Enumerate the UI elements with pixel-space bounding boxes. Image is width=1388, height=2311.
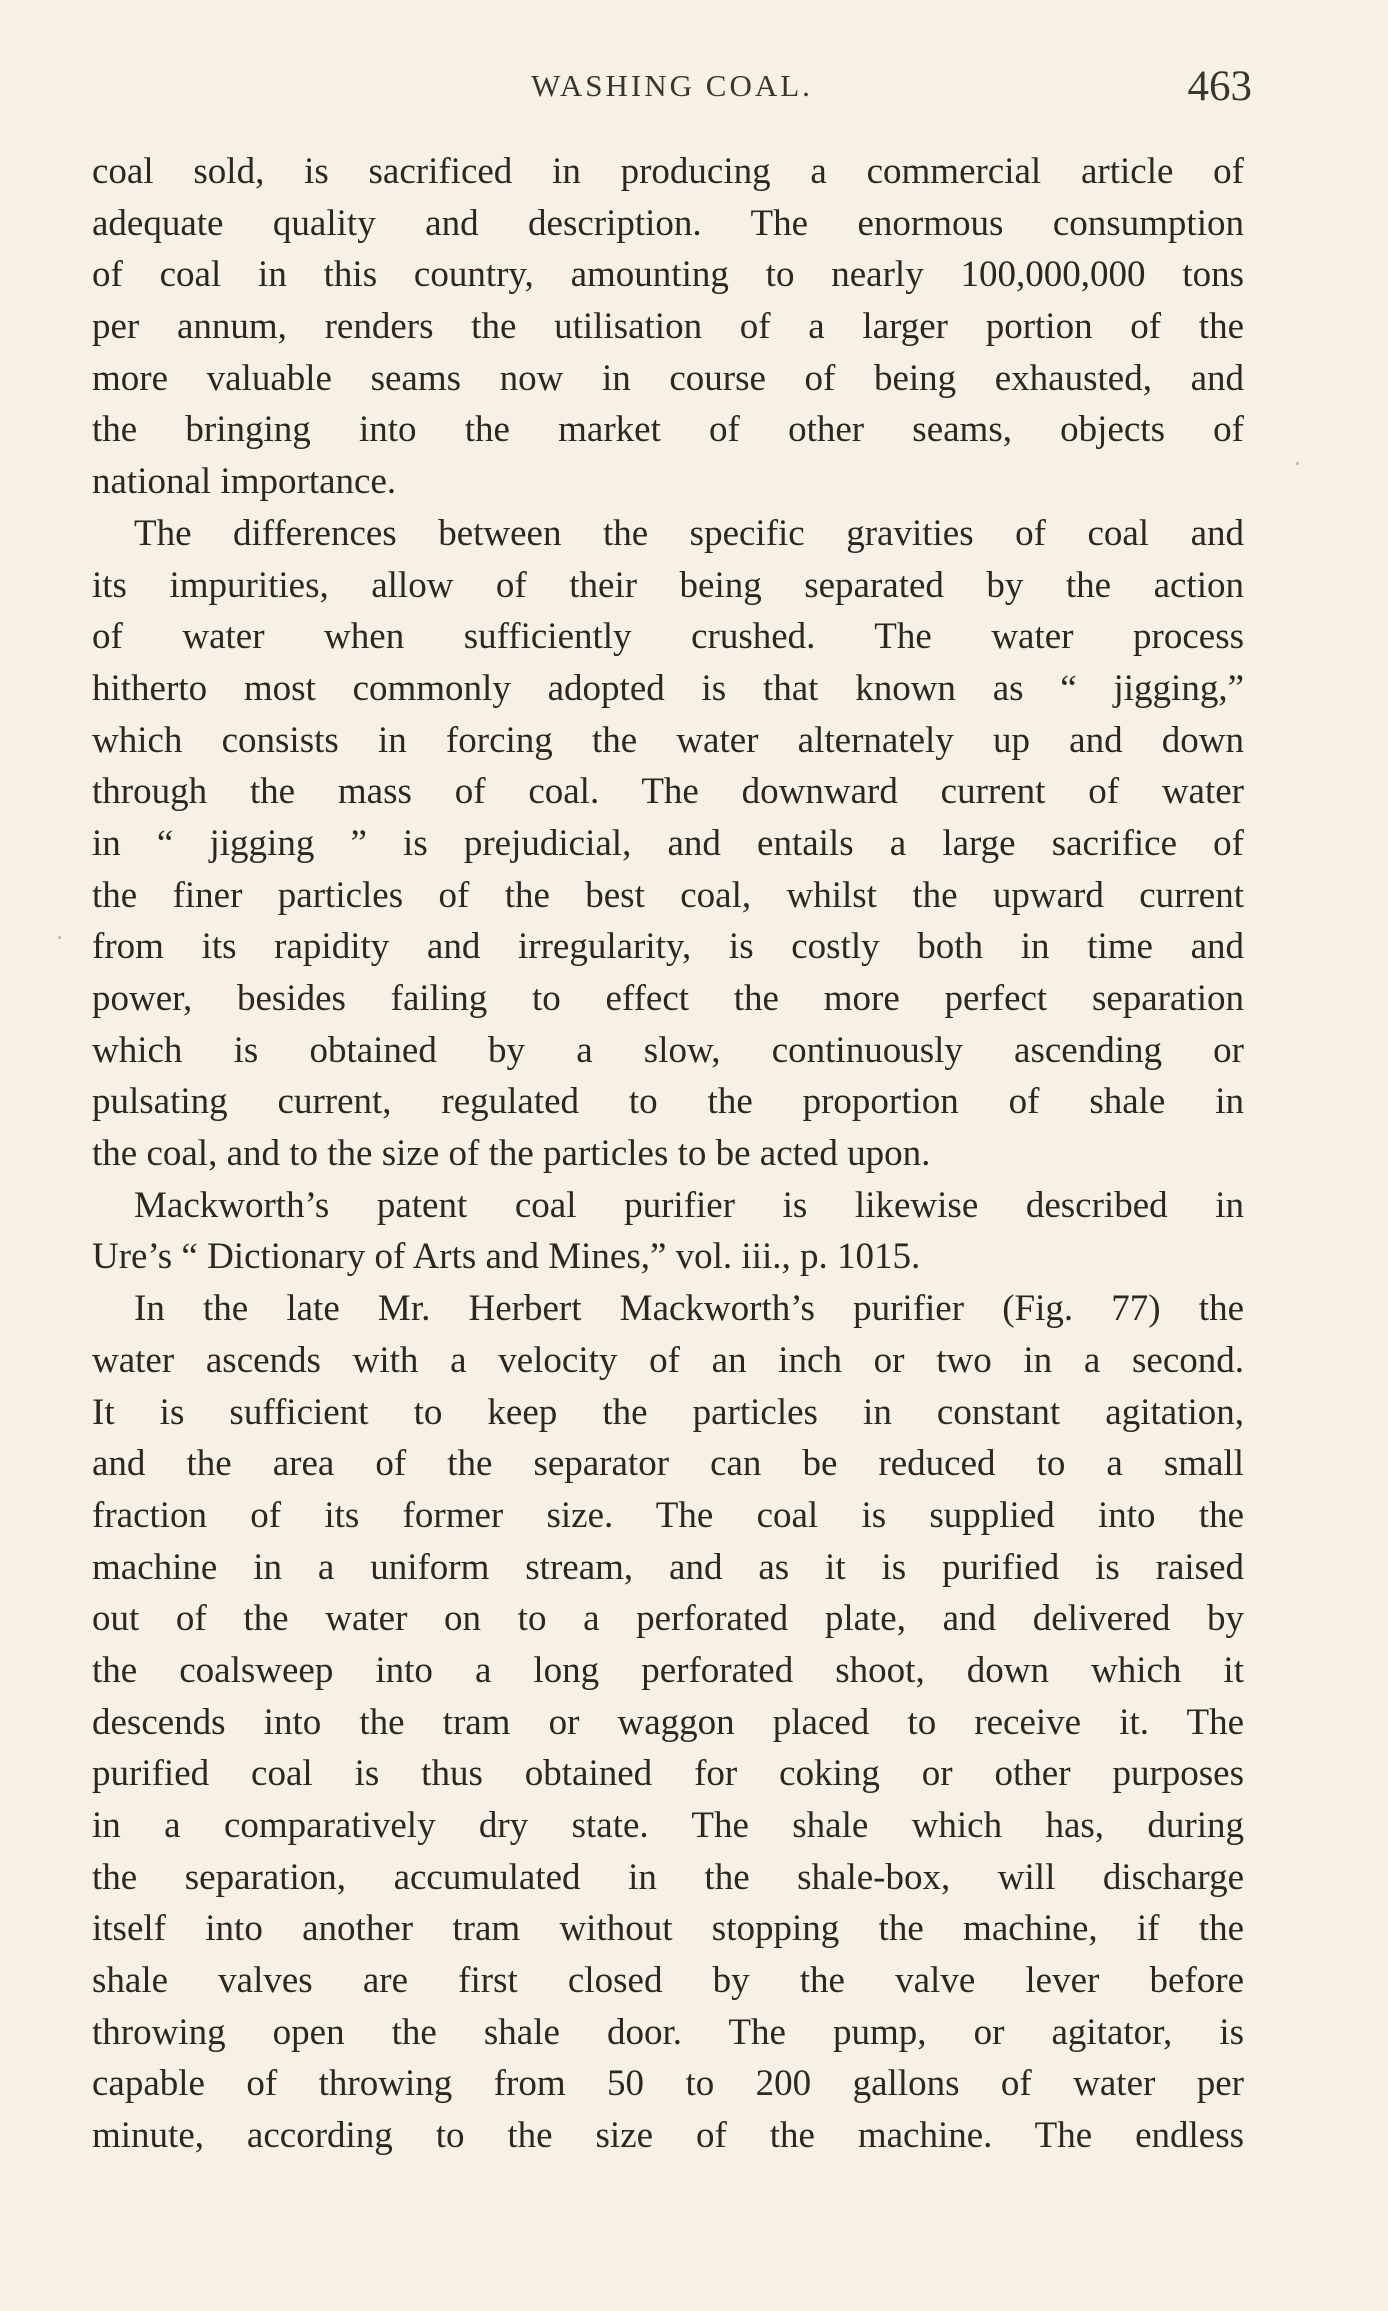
page-number: 463 xyxy=(1187,63,1252,110)
paper-speck xyxy=(58,936,61,939)
text-line: the separation, accumulated in the shale-box, will discharge xyxy=(92,1856,1244,1898)
text-line: the coal, and to the size of the particles to be acted upon. xyxy=(92,1133,931,1175)
text-line: machine in a uniform stream, and as it is purified is raised xyxy=(92,1546,1244,1588)
text-line: In the late Mr. Herbert Mackworth’s purifier (Fig. 77) the xyxy=(134,1288,1244,1330)
text-line: itself into another tram without stopping the machine, if the xyxy=(92,1908,1244,1950)
text-line: through the mass of coal. The downward current of water xyxy=(92,771,1244,813)
text-line: out of the water on to a perforated plate, and delivered by xyxy=(92,1598,1244,1640)
text-line: per annum, renders the utilisation of a larger portion of the xyxy=(92,306,1244,348)
text-line: the finer particles of the best coal, whilst the upward current xyxy=(92,874,1244,916)
text-line: The differences between the specific gravities of coal and xyxy=(134,512,1244,554)
body-text xyxy=(92,146,1244,2162)
text-line: Ure’s “ Dictionary of Arts and Mines,” vol. iii., p. 1015. xyxy=(92,1236,921,1278)
text-line: of water when sufficiently crushed. The water process xyxy=(92,616,1244,658)
text-line: water ascends with a velocity of an inch or two in a second. xyxy=(92,1339,1244,1381)
paragraph-4 xyxy=(92,1283,1244,2162)
running-title: WASHING COAL. xyxy=(531,68,813,103)
text-line: in a comparatively dry state. The shale which has, during xyxy=(92,1805,1244,1846)
text-line: coal sold, is sacrificed in producing a commercial article of xyxy=(92,151,1244,192)
paragraph-3 xyxy=(92,1180,1244,1283)
text-line: adequate quality and description. The enormous consumption xyxy=(92,202,1244,244)
text-line: and the area of the separator can be reduced to a small xyxy=(92,1443,1244,1485)
text-line: pulsating current, regulated to the proportion of shale in xyxy=(92,1081,1244,1123)
text-line: fraction of its former size. The coal is supplied into the xyxy=(92,1494,1244,1536)
text-line: its impurities, allow of their being separated by the action xyxy=(92,564,1244,606)
paragraph-1 xyxy=(92,146,1244,508)
text-line: national importance. xyxy=(92,461,397,503)
text-line: from its rapidity and irregularity, is costly both in time and xyxy=(92,926,1244,968)
text-line: purified coal is thus obtained for coking or other purposes xyxy=(92,1753,1244,1795)
paper-speck xyxy=(1296,462,1299,465)
text-line: which is obtained by a slow, continuously ascending or xyxy=(92,1029,1244,1071)
text-line: capable of throwing from 50 to 200 gallons of water per xyxy=(92,2063,1244,2105)
text-line: in “ jigging ” is prejudicial, and entails a large sacrifice of xyxy=(92,822,1244,864)
text-line: minute, according to the size of the machine. The endless xyxy=(92,2115,1244,2157)
text-line: the bringing into the market of other seams, objects of xyxy=(92,409,1244,451)
text-line: descends into the tram or waggon placed to receive it. The xyxy=(92,1701,1244,1743)
text-line: more valuable seams now in course of being exhausted, and xyxy=(92,357,1244,399)
running-head xyxy=(92,62,1252,112)
text-line: shale valves are first closed by the valve lever before xyxy=(92,1960,1244,2002)
text-line: Mackworth’s patent coal purifier is likewise described in xyxy=(134,1184,1244,1226)
text-line: throwing open the shale door. The pump, or agitator, is xyxy=(92,2011,1244,2053)
text-line: which consists in forcing the water alternately up and down xyxy=(92,719,1244,761)
text-line: of coal in this country, amounting to nearly 100,000,000 tons xyxy=(92,254,1244,296)
paragraph-2 xyxy=(92,508,1244,1180)
text-line: power, besides failing to effect the more perfect separation xyxy=(92,978,1244,1019)
text-line: hitherto most commonly adopted is that known as “ jigging,” xyxy=(92,667,1244,709)
text-line: It is sufficient to keep the particles in constant agitation, xyxy=(92,1391,1244,1433)
text-line: the coalsweep into a long perforated shoot, down which it xyxy=(92,1649,1244,1691)
